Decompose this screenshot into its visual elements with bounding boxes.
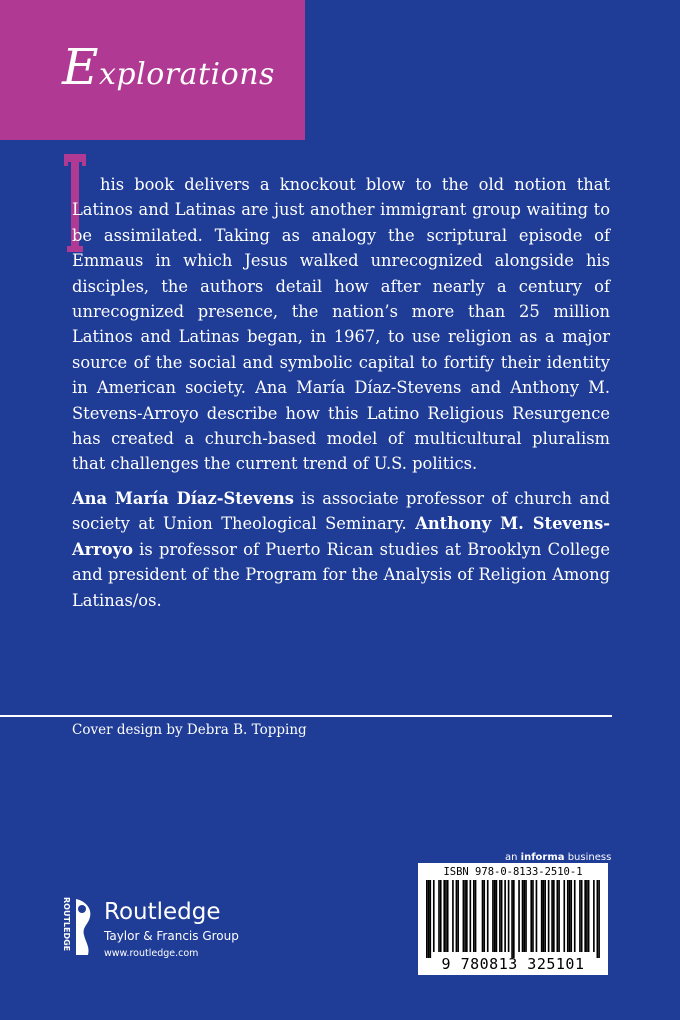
barcode-bar bbox=[508, 880, 510, 952]
barcode-bar bbox=[588, 880, 590, 952]
barcode-bar bbox=[536, 880, 538, 952]
barcode-bar bbox=[544, 880, 546, 952]
barcode-bar bbox=[440, 880, 442, 952]
series-title-initial: E bbox=[62, 38, 99, 96]
book-description bbox=[72, 172, 610, 477]
barcode-bar bbox=[429, 880, 431, 958]
barcode-bar bbox=[598, 880, 600, 958]
barcode-bar bbox=[597, 880, 599, 958]
publisher-name: Routledge bbox=[104, 899, 221, 925]
barcode-bar bbox=[475, 880, 477, 952]
author2-name: Anthony M. Stevens-Arroyo bbox=[72, 514, 611, 559]
series-title bbox=[62, 38, 275, 96]
barcode-bar bbox=[487, 880, 489, 952]
barcode-bar bbox=[466, 880, 468, 952]
barcode-bar bbox=[570, 880, 572, 952]
barcode-bar bbox=[584, 880, 586, 952]
barcode-bar bbox=[464, 880, 466, 952]
barcode-bar bbox=[518, 880, 520, 952]
barcode-bar bbox=[504, 880, 506, 952]
barcode-bar bbox=[530, 880, 532, 952]
barcode-bar bbox=[473, 880, 475, 952]
barcode-bar bbox=[428, 880, 430, 958]
informa-tagline: an informa business bbox=[505, 852, 612, 863]
barcode-bar bbox=[563, 880, 565, 952]
barcode-bar bbox=[426, 880, 428, 958]
barcode-bar bbox=[557, 880, 559, 952]
barcode-bar bbox=[443, 880, 445, 952]
isbn-text: ISBN 978-0-8133-2510-1 bbox=[443, 866, 583, 878]
barcode-bar bbox=[482, 880, 484, 952]
barcode-bar bbox=[543, 880, 545, 952]
barcode-bar bbox=[511, 880, 513, 958]
barcode-panel bbox=[418, 863, 608, 975]
author2-bio: is professor of Puerto Rican studies at Brooklyn College and president of the Program for the Analysis of Religion Among Latinas/os. bbox=[72, 539, 610, 610]
barcode-bar bbox=[447, 880, 449, 952]
barcode-bar bbox=[501, 880, 503, 952]
barcode-bar bbox=[433, 880, 435, 952]
barcode-bar bbox=[499, 880, 501, 952]
barcode-bar bbox=[438, 880, 440, 952]
barcode-bar bbox=[463, 880, 465, 952]
barcode-bar bbox=[558, 880, 560, 952]
barcode-bar bbox=[541, 880, 543, 952]
barcode-bar bbox=[551, 880, 553, 952]
barcode-bar bbox=[569, 880, 571, 952]
ean-digits: 9 780813 325101 bbox=[441, 955, 585, 973]
barcode-bar bbox=[470, 880, 472, 952]
barcode-bar bbox=[513, 880, 515, 958]
description-body: Latinos and Latinas are just another immigrant group waiting to be assimilated. Taking as analogy the scriptural episode of Emmaus in which Jesus walked unrecognized alongside his disciples, the authors detail how after nearly a century of unrecognized presence, the nation’s more than 25 million Latinos and Latinas began, in 1967, to use religion as a major source of the social and symbolic capital to fortify their identity in American society. Ana María Díaz-Stevens and Anthony M. Stevens-Arroyo describe how this Latino Religious Resurgence has created a church-based model of multicultural pluralism that challenges the current trend of U.S. politics. bbox=[72, 200, 610, 474]
routledge-logo-icon bbox=[56, 895, 94, 957]
barcode-bar bbox=[494, 880, 496, 952]
barcode-bar bbox=[532, 880, 534, 952]
barcode-bar bbox=[525, 880, 527, 952]
publisher-group: Taylor & Francis Group bbox=[104, 929, 239, 943]
divider-rule bbox=[0, 715, 612, 717]
barcode-icon bbox=[426, 880, 600, 958]
barcode-bar bbox=[483, 880, 485, 952]
barcode-bar bbox=[579, 880, 581, 952]
author1-bio: is associate professor of church and society at Union Theological Seminary. bbox=[72, 489, 610, 534]
barcode-bar bbox=[492, 880, 494, 952]
barcode-bar bbox=[522, 880, 524, 952]
barcode-bar bbox=[548, 880, 550, 952]
barcode-bar bbox=[567, 880, 569, 952]
barcode-bar bbox=[553, 880, 555, 952]
barcode-bar bbox=[457, 880, 459, 952]
barcode-bar bbox=[445, 880, 447, 952]
author1-name: Ana María Díaz-Stevens bbox=[72, 489, 294, 508]
barcode-bar bbox=[523, 880, 525, 952]
series-banner bbox=[0, 0, 305, 140]
publisher-block bbox=[56, 895, 256, 965]
barcode-bar bbox=[496, 880, 498, 952]
barcode-bar bbox=[586, 880, 588, 952]
cover-credit: Cover design by Debra B. Topping bbox=[72, 722, 307, 738]
barcode-bar bbox=[452, 880, 454, 952]
barcode-bar bbox=[593, 880, 595, 952]
barcode-bar bbox=[456, 880, 458, 952]
series-title-rest: xplorations bbox=[99, 57, 275, 92]
author-bio bbox=[72, 486, 610, 613]
barcode-bar bbox=[581, 880, 583, 952]
svg-text:ROUTLEDGE: ROUTLEDGE bbox=[62, 897, 71, 952]
description-first-line: his book delivers a knockout blow to the old notion that bbox=[100, 175, 610, 194]
publisher-url: www.routledge.com bbox=[104, 948, 199, 959]
barcode-bar bbox=[574, 880, 576, 952]
